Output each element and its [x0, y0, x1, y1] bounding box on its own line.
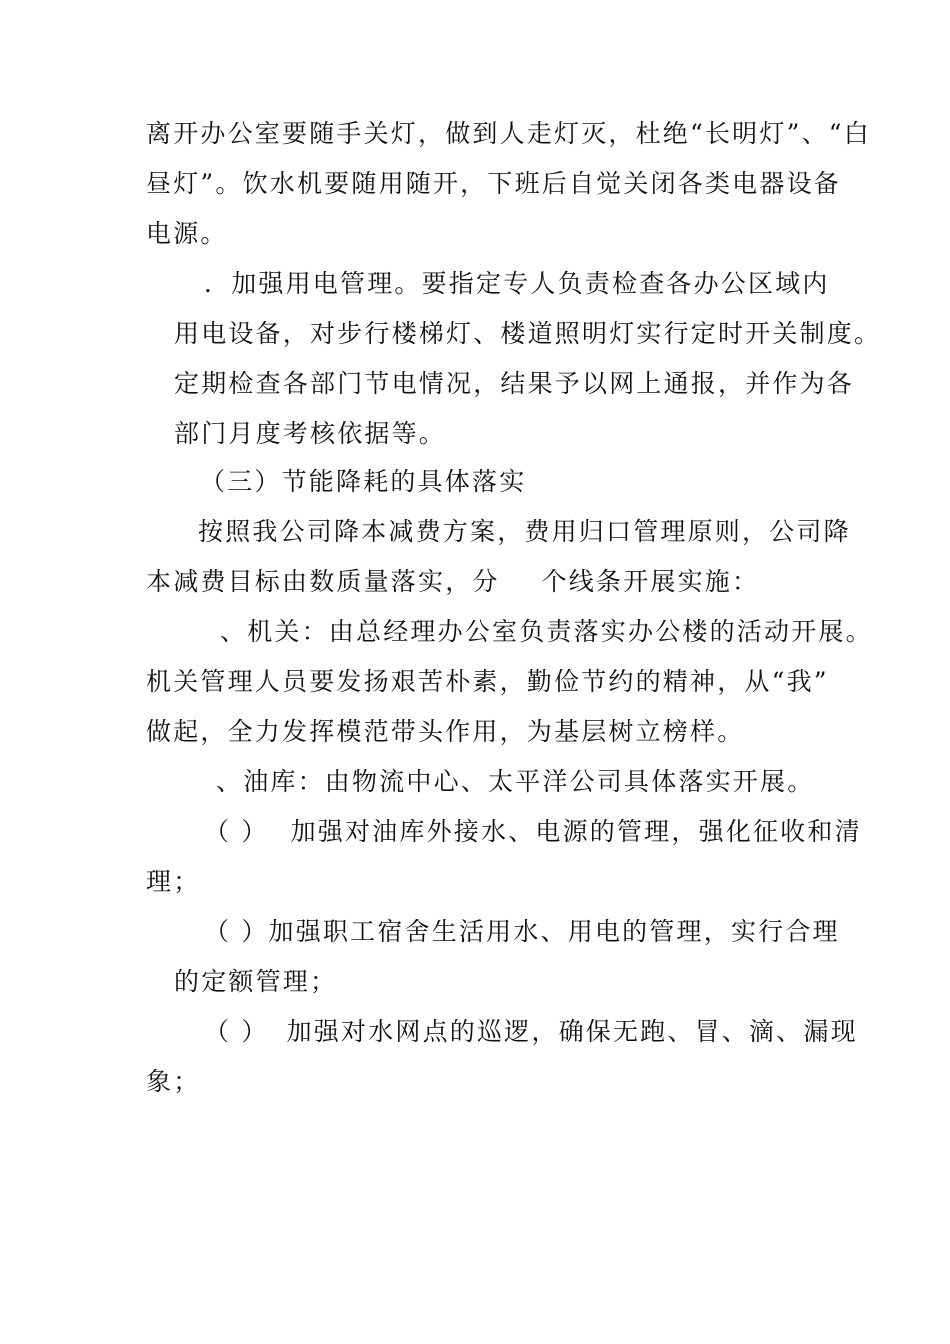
- text-line: 部门月度考核依据等。: [174, 419, 447, 448]
- text-line: 象；: [146, 1067, 201, 1096]
- text-line: 机关管理人员要发扬艰苦朴素，勤俭节约的精神，从“我”: [146, 667, 829, 696]
- text-line: 昼灯”。饮水机要随用随开，下班后自觉关闭各类电器设备: [146, 169, 841, 198]
- text-line: 定期检查各部门节电情况，结果予以网上通报，并作为各: [174, 369, 855, 398]
- text-line: 、机关：由总经理办公室负责落实办公楼的活动开展。: [220, 617, 873, 646]
- text-line: 用电设备，对步行楼梯灯、楼道照明灯实行定时开关制度。: [174, 319, 882, 348]
- text-line: 做起，全力发挥模范带头作用，为基层树立榜样。: [146, 717, 745, 746]
- text-line: 离开办公室要随手关灯，做到人走灯灭，杜绝“长明灯”、“白: [146, 119, 871, 148]
- text-line: 理；: [146, 867, 201, 896]
- text-line: [146, 566, 759, 598]
- text-line: （ ）加强职工宿舍生活用水、用电的管理，实行合理: [204, 917, 840, 946]
- text-fragment: 加强对水网点的巡逻，确保无跑、冒、滴、漏现: [286, 1017, 858, 1046]
- text-line: [204, 816, 862, 848]
- text-line: 、油库：由物流中心、太平洋公司具体落实开展。: [216, 767, 815, 796]
- text-fragment: 本减费目标由数质量落实，分: [146, 567, 500, 596]
- list-marker: （ ）: [204, 1017, 269, 1046]
- text-line: [204, 1016, 858, 1048]
- text-fragment: 个线条开展实施：: [541, 567, 760, 596]
- text-line: 电源。: [146, 219, 228, 248]
- list-marker: （ ）: [204, 817, 269, 846]
- text-line: ．加强用电管理。要指定专人负责检查各办公区域内: [204, 269, 830, 298]
- text-line: 按照我公司降本减费方案，费用归口管理原则，公司降: [198, 517, 851, 546]
- section-heading: （三）节能降耗的具体落实: [200, 467, 527, 496]
- text-fragment: 加强对油库外接水、电源的管理，强化征收和清: [290, 817, 862, 846]
- text-line: 的定额管理；: [174, 967, 338, 996]
